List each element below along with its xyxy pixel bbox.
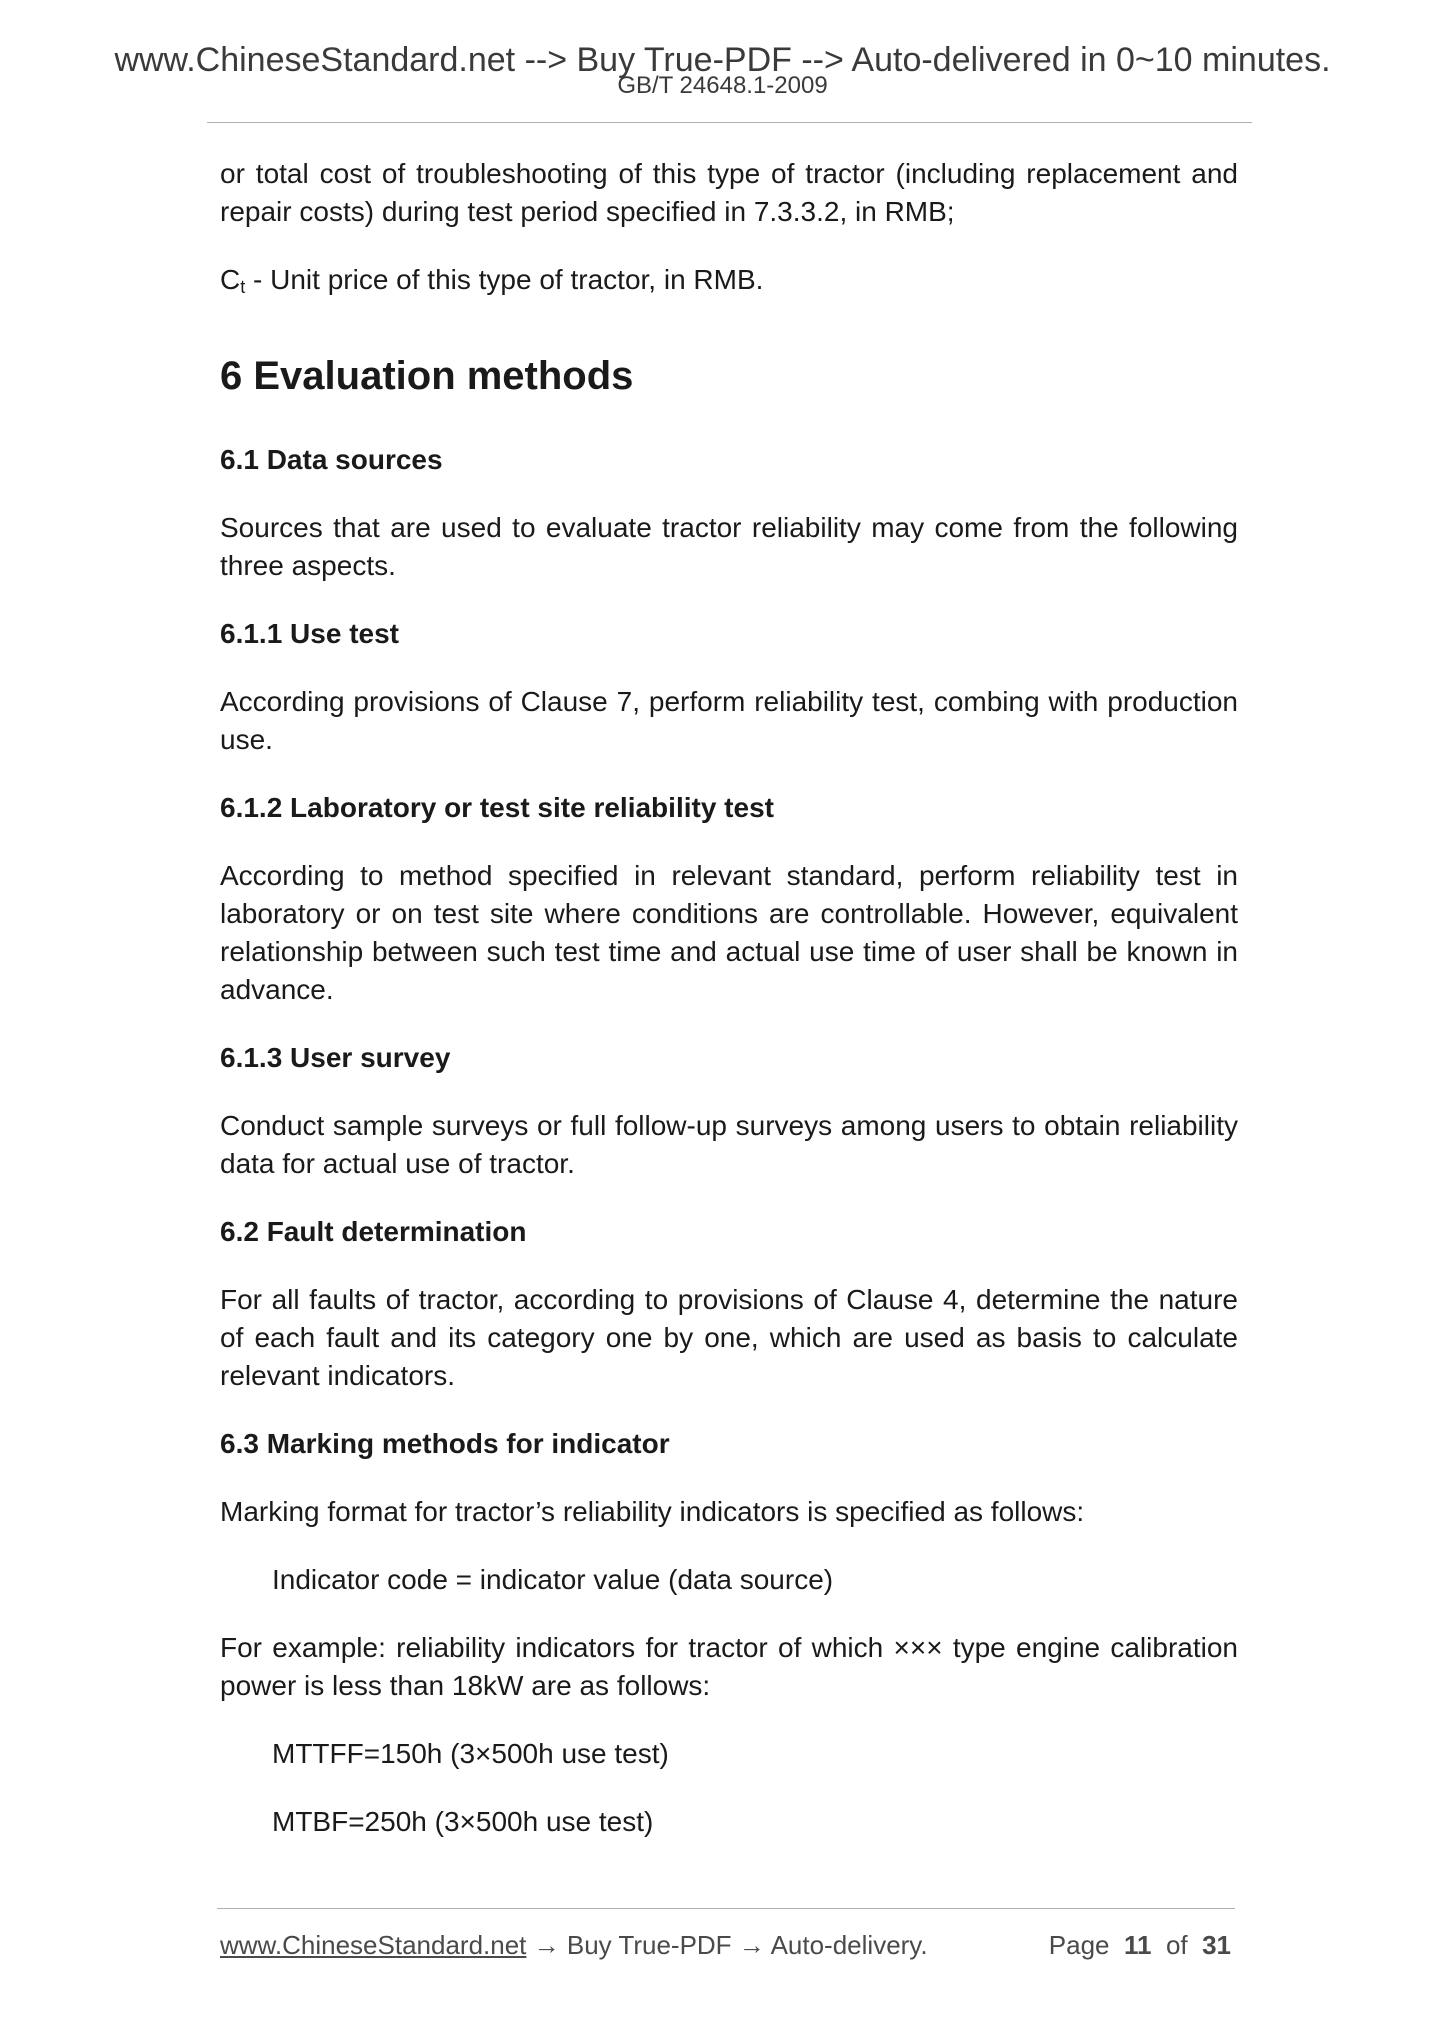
section-6-1-1-title: 6.1.1 Use test	[220, 618, 399, 649]
section-6-1-2-text: According to method specified in relevant standard, perform reliability test in laboratory or on test site where conditions are controllable. However, equivalent relationship between such test time and actual use time of user shall be known in advance.	[220, 860, 1238, 1005]
page-indicator	[1049, 1928, 1231, 1962]
section-6-1-3-title: 6.1.3 User survey	[220, 1042, 451, 1073]
document-body	[220, 155, 1238, 1871]
page-number: 11	[1123, 1930, 1152, 1960]
page-label: Page	[1048, 1930, 1110, 1960]
example-mttff: MTTFF=150h (3×500h use test)	[272, 1738, 669, 1769]
section-6-2-text: For all faults of tractor, according to provisions of Clause 4, determine the nature of each fault and its category one by one, which are used as basis to calculate relevant indicators.	[220, 1284, 1238, 1391]
footer-tail: → Buy True-PDF → Auto-delivery.	[526, 1930, 928, 1960]
ct-definition-text: - Unit price of this type of tractor, in RMB.	[245, 264, 764, 295]
footer-left	[220, 1928, 928, 1962]
ct-symbol: C	[220, 264, 241, 295]
example-mtbf: MTBF=250h (3×500h use test)	[272, 1806, 654, 1837]
section-6-3-text: Marking format for tractor’s reliability indicators is specified as follows:	[220, 1496, 1085, 1527]
header-divider	[207, 122, 1252, 123]
ct-definition	[220, 261, 1238, 299]
footer-divider	[217, 1908, 1235, 1909]
section-6-1-text: Sources that are used to evaluate tractor reliability may come from the following three aspects.	[220, 512, 1238, 581]
marking-format: Indicator code = indicator value (data source)	[272, 1564, 834, 1595]
of-label: of	[1165, 1930, 1188, 1960]
ct-subscript: t	[240, 277, 246, 297]
example-intro: For example: reliability indicators for tractor of which ××× type engine calibration power is less than 18kW are as follows:	[220, 1632, 1238, 1701]
top-banner[interactable]: www.ChineseStandard.net --> Buy True-PDF --> Auto-delivered in 0~10 minutes.	[114, 41, 1331, 79]
section-6-2-title: 6.2 Fault determination	[220, 1216, 527, 1247]
chapter-6-title: 6 Evaluation methods	[220, 354, 634, 398]
section-6-1-3-text: Conduct sample surveys or full follow-up surveys among users to obtain reliability data for actual use of tractor.	[220, 1110, 1238, 1179]
section-6-1-1-text: According provisions of Clause 7, perform reliability test, combing with production use.	[220, 686, 1238, 755]
footer-link[interactable]: www.ChineseStandard.net	[220, 1930, 527, 1960]
section-6-3-title: 6.3 Marking methods for indicator	[220, 1428, 670, 1459]
standard-code: GB/T 24648.1-2009	[617, 72, 828, 99]
section-6-1-2-title: 6.1.2 Laboratory or test site reliability test	[220, 792, 774, 823]
page-total: 31	[1202, 1930, 1231, 1960]
section-6-1-title: 6.1 Data sources	[220, 444, 443, 475]
paragraph-continued: or total cost of troubleshooting of this type of tractor (including replacement and repair costs) during test period specified in 7.3.3.2, in RMB;	[220, 158, 1238, 227]
